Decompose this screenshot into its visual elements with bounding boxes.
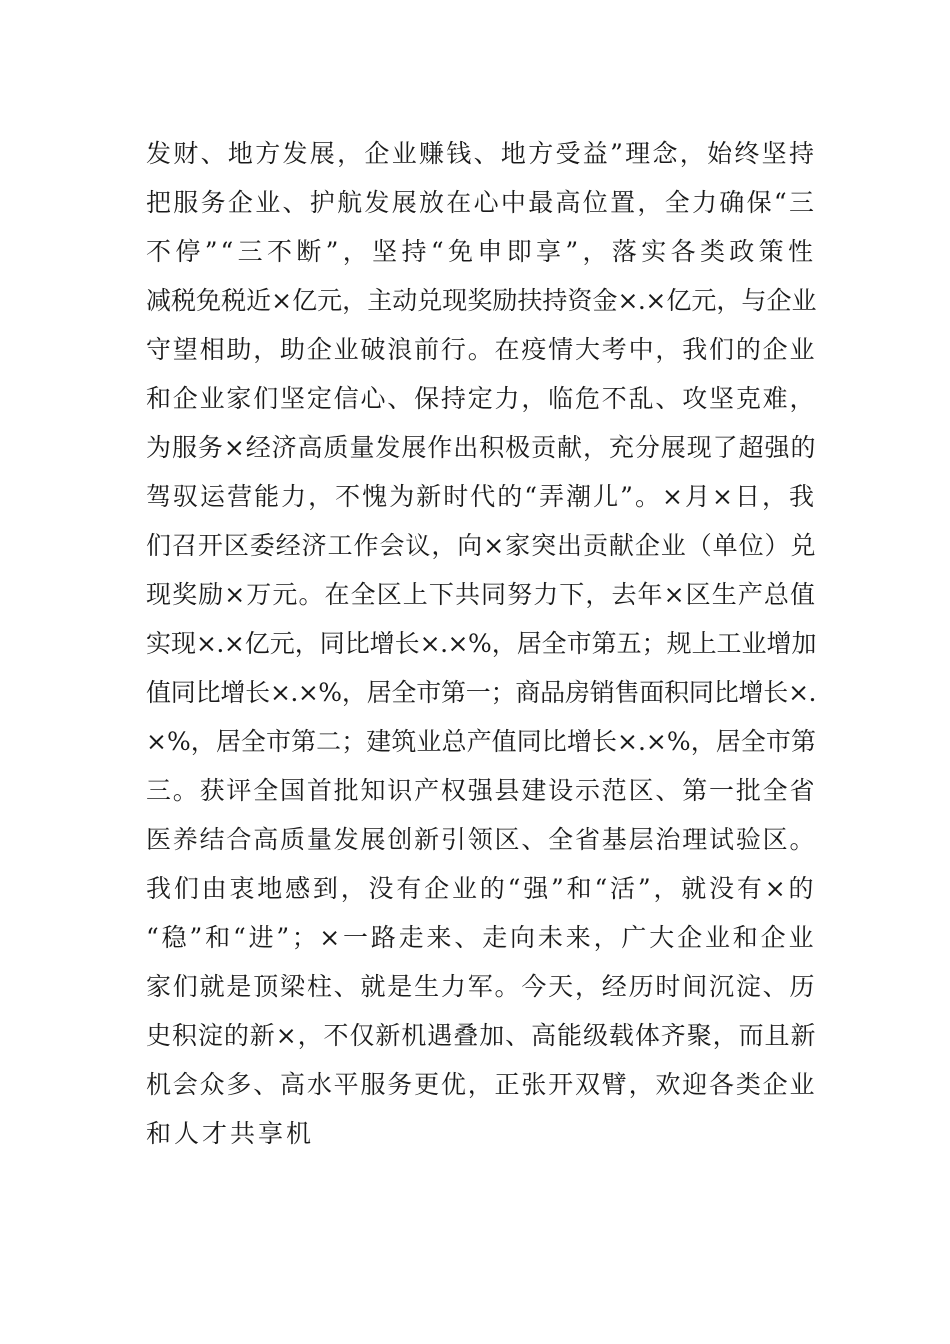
text-line: 发财、地方发展，企业赚钱、地方受益”理念，始终坚持 xyxy=(146,139,816,168)
text-line: ×%，居全市第二；建筑业总产值同比增长×.×%，居全市第 xyxy=(146,727,816,756)
text-line: 不停”“三不断”，坚持“免申即享”，落实各类政策性 xyxy=(146,237,816,266)
text-line: 史积淀的新×，不仅新机遇叠加、高能级载体齐聚，而且新 xyxy=(146,1021,816,1050)
text-line: 三。获评全国首批知识产权强县建设示范区、第一批全省 xyxy=(146,776,816,805)
text-line: 把服务企业、护航发展放在心中最高位置，全力确保“三 xyxy=(146,188,816,217)
text-line: 驾驭运营能力，不愧为新时代的“弄潮儿”。×月×日，我 xyxy=(146,482,816,511)
text-line: 家们就是顶梁柱、就是生力军。今天，经历时间沉淀、历 xyxy=(146,972,816,1001)
text-line: 和企业家们坚定信心、保持定力，临危不乱、攻坚克难， xyxy=(146,384,816,413)
text-line: 们召开区委经济工作会议，向×家突出贡献企业（单位）兑 xyxy=(146,531,816,560)
text-line: 值同比增长×.×%，居全市第一；商品房销售面积同比增长×. xyxy=(146,678,816,707)
text-line: “稳”和“进”；×一路走来、走向未来，广大企业和企业 xyxy=(146,923,816,952)
text-line: 我们由衷地感到，没有企业的“强”和“活”，就没有×的 xyxy=(146,874,816,903)
text-line: 为服务×经济高质量发展作出积极贡献，充分展现了超强的 xyxy=(146,433,816,462)
text-line: 实现×.×亿元，同比增长×.×%，居全市第五；规上工业增加 xyxy=(146,629,816,658)
text-line: 现奖励×万元。在全区上下共同努力下，去年×区生产总值 xyxy=(146,580,816,609)
text-line: 医养结合高质量发展创新引领区、全省基层治理试验区。 xyxy=(146,825,816,854)
text-line: 守望相助，助企业破浪前行。在疫情大考中，我们的企业 xyxy=(146,335,816,364)
body-paragraph xyxy=(146,129,816,1158)
text-line: 机会众多、高水平服务更优，正张开双臂，欢迎各类企业 xyxy=(146,1070,816,1099)
text-line: 和人才共享机 xyxy=(146,1119,315,1148)
text-line: 减税免税近×亿元，主动兑现奖励扶持资金×.×亿元，与企业 xyxy=(146,286,816,315)
